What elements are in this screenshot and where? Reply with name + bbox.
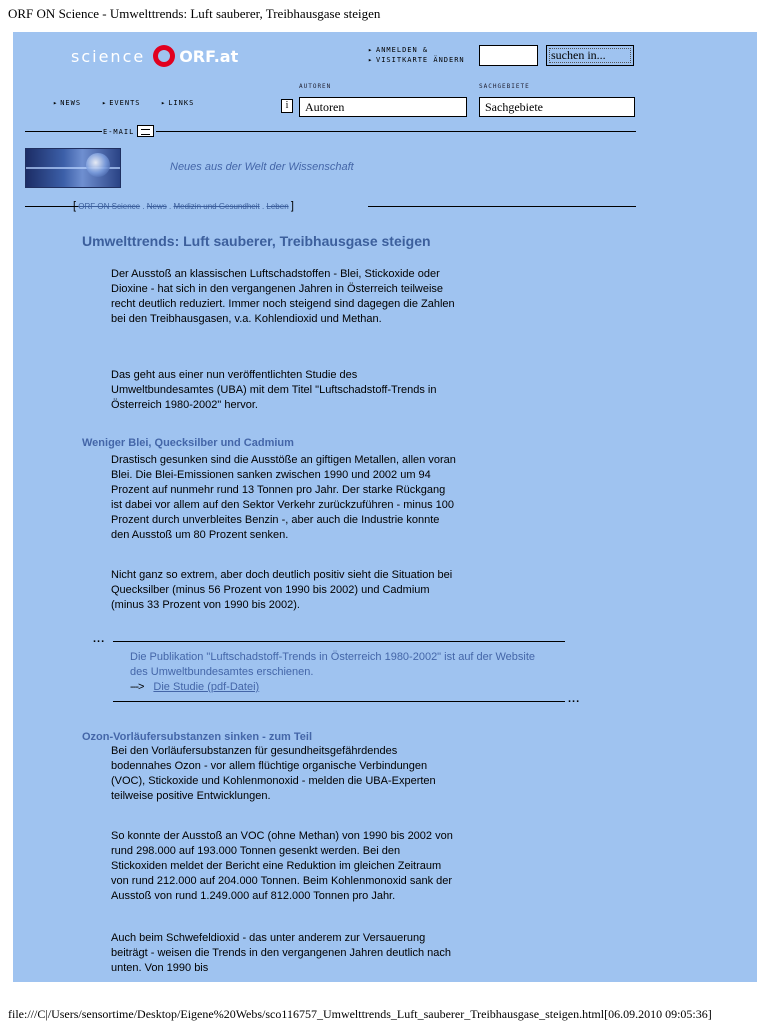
divider-line: [25, 206, 79, 207]
science-banner-image: [25, 148, 121, 188]
search-button-focus-ring: [549, 48, 631, 63]
breadcrumb: [73, 200, 294, 212]
banner-globe-graphic: [86, 153, 110, 177]
print-footer-url: file:///C|/Users/sensortime/Desktop/Eigene%20Webs/sco116757_Umwelttrends_Luft_sauberer_Treibhausgase_steigen.html[06.09.2010 09:05:36]: [8, 1007, 712, 1021]
breadcrumb-separator: .: [259, 202, 267, 211]
login-link[interactable]: [368, 45, 465, 65]
email-link[interactable]: E-MAIL: [103, 128, 135, 136]
nav-links[interactable]: [161, 99, 194, 107]
science-orf-logo[interactable]: [71, 44, 238, 68]
section-heading: Weniger Blei, Quecksilber und Cadmium: [82, 437, 294, 449]
subjects-label: SACHGEBIETE: [479, 83, 530, 90]
arrow-right-icon: ▸: [368, 46, 374, 54]
arrow-right-icon: --->: [130, 681, 144, 693]
box-dots: ...: [93, 633, 106, 645]
study-pdf-link[interactable]: Die Studie (pdf-Datei): [153, 681, 260, 693]
breadcrumb-item-news[interactable]: News: [146, 202, 167, 211]
divider-line: [156, 131, 636, 132]
breadcrumb-item-medizin[interactable]: Medizin und Gesundheit: [173, 202, 260, 211]
authors-label: AUTOREN: [299, 83, 332, 90]
logo-orf-text: ORF.at: [179, 46, 239, 66]
article-paragraph: Bei den Vorläufersubstanzen für gesundheitsgefährdendes bodennahes Ozon - vor allem flüchtige organische Verbindungen (VOC), Stickoxide und Kohlenmonoxid - melden die UBA-Experten teilweise positive Entwicklungen.: [111, 745, 436, 802]
print-page-title: ORF ON Science - Umwelttrends: Luft sauberer, Treibhausgase steigen: [8, 6, 381, 21]
breadcrumb-open-bracket: [: [73, 200, 77, 212]
section-heading: Ozon-Vorläufersubstanzen sinken - zum Teil: [82, 731, 313, 743]
breadcrumb-separator: .: [166, 202, 174, 211]
article-paragraph: Das geht aus einer nun veröffentlichten Studie des Umweltbundesamtes (UBA) mit dem Titel "Luftschadstoff-Trends in Österreich 1980-2002" hervor.: [111, 369, 437, 411]
article-title: Umwelttrends: Luft sauberer, Treibhausgase steigen: [82, 233, 431, 249]
triangle-right-icon: ▸: [102, 99, 108, 107]
nav-news[interactable]: [53, 99, 81, 107]
arrow-right-icon: ▸: [368, 56, 374, 64]
search-button-label: suchen in...: [551, 48, 606, 62]
breadcrumb-item-orf-on-science[interactable]: ORF ON Science: [78, 202, 141, 211]
breadcrumb-separator: .: [140, 202, 147, 211]
breadcrumb-close-bracket: ]: [290, 200, 294, 212]
info-icon[interactable]: i: [281, 99, 293, 113]
study-link-row: [130, 681, 259, 693]
article-paragraph: Der Ausstoß an klassischen Luftschadstoffen - Blei, Stickoxide oder Dioxine - hat sich in den vergangenen Jahren in Österreich teilweise recht deutlich reduziert. Immer noch steigend sind dagegen die Zahlen bei den Treibhausgasen, v.a. Kohlendioxid und Methan.: [111, 268, 455, 325]
orf-logo-icon: [153, 45, 175, 67]
page-content: [13, 32, 757, 982]
triangle-right-icon: ▸: [53, 99, 59, 107]
triangle-right-icon: ▸: [161, 99, 167, 107]
nav-events-label: EVENTS: [109, 99, 141, 107]
article-paragraph: Drastisch gesunken sind die Ausstöße an giftigen Metallen, allen voran Blei. Die Blei-Emissionen sanken zwischen 1990 und 2002 um 94 Prozent auf nunmehr rund 13 Tonnen pro Jahr. Der starke Rückgang ist dabei vor allem auf den Sektor Verkehr zurückzuführen - minus 100 Prozent durch unverbleites Benzin -, aber auch die Industrie konnte den Ausstoß um 80 Prozent senken.: [111, 454, 456, 541]
site-tagline: Neues aus der Welt der Wissenschaft: [170, 161, 354, 173]
box-bottom-rule: [113, 701, 565, 702]
divider-line: [368, 206, 636, 207]
search-button[interactable]: [546, 45, 634, 66]
breadcrumb-item-leben[interactable]: Leben: [266, 202, 289, 211]
logo-science-text: science: [71, 46, 146, 66]
email-icon[interactable]: [137, 125, 154, 137]
subjects-select[interactable]: Sachgebiete: [479, 97, 635, 117]
authors-select[interactable]: Autoren: [299, 97, 467, 117]
search-input[interactable]: [479, 45, 538, 66]
box-top-rule: [113, 641, 565, 642]
article-paragraph: Auch beim Schwefeldioxid - das unter anderem zur Versauerung beiträgt - weisen die Trends in den vergangenen Jahren deutlich nach unten. Von 1990 bis: [111, 932, 452, 974]
divider-line: [25, 131, 102, 132]
article-paragraph: So konnte der Ausstoß an VOC (ohne Methan) von 1990 bis 2002 von rund 298.000 auf 193.000 Tonnen gesenkt werden. Bei den Stickoxiden meldet der Bericht eine Reduktion im gleichen Zeitraum von rund 212.000 auf 204.000 Tonnen. Beim Kohlenmonoxid sank der Ausstoß von rund 1.249.000 auf 812.000 Tonnen pro Jahr.: [111, 830, 453, 902]
nav-events[interactable]: [102, 99, 141, 107]
login-line-1: ANMELDEN &: [376, 46, 429, 54]
nav-news-label: NEWS: [60, 99, 82, 107]
article-paragraph: Nicht ganz so extrem, aber doch deutlich positiv sieht die Situation bei Quecksilber (minus 56 Prozent von 1990 bis 2002) und Cadmium (minus 33 Prozent von 1990 bis 2002).: [111, 569, 453, 611]
login-line-2: VISITKARTE ÄNDERN: [376, 56, 465, 64]
publication-note: Die Publikation "Luftschadstoff-Trends in Österreich 1980-2002" ist auf der Website des Umweltbundesamtes erschienen.: [130, 651, 536, 678]
box-dots: ...: [568, 693, 581, 705]
nav-links-label: LINKS: [168, 99, 195, 107]
